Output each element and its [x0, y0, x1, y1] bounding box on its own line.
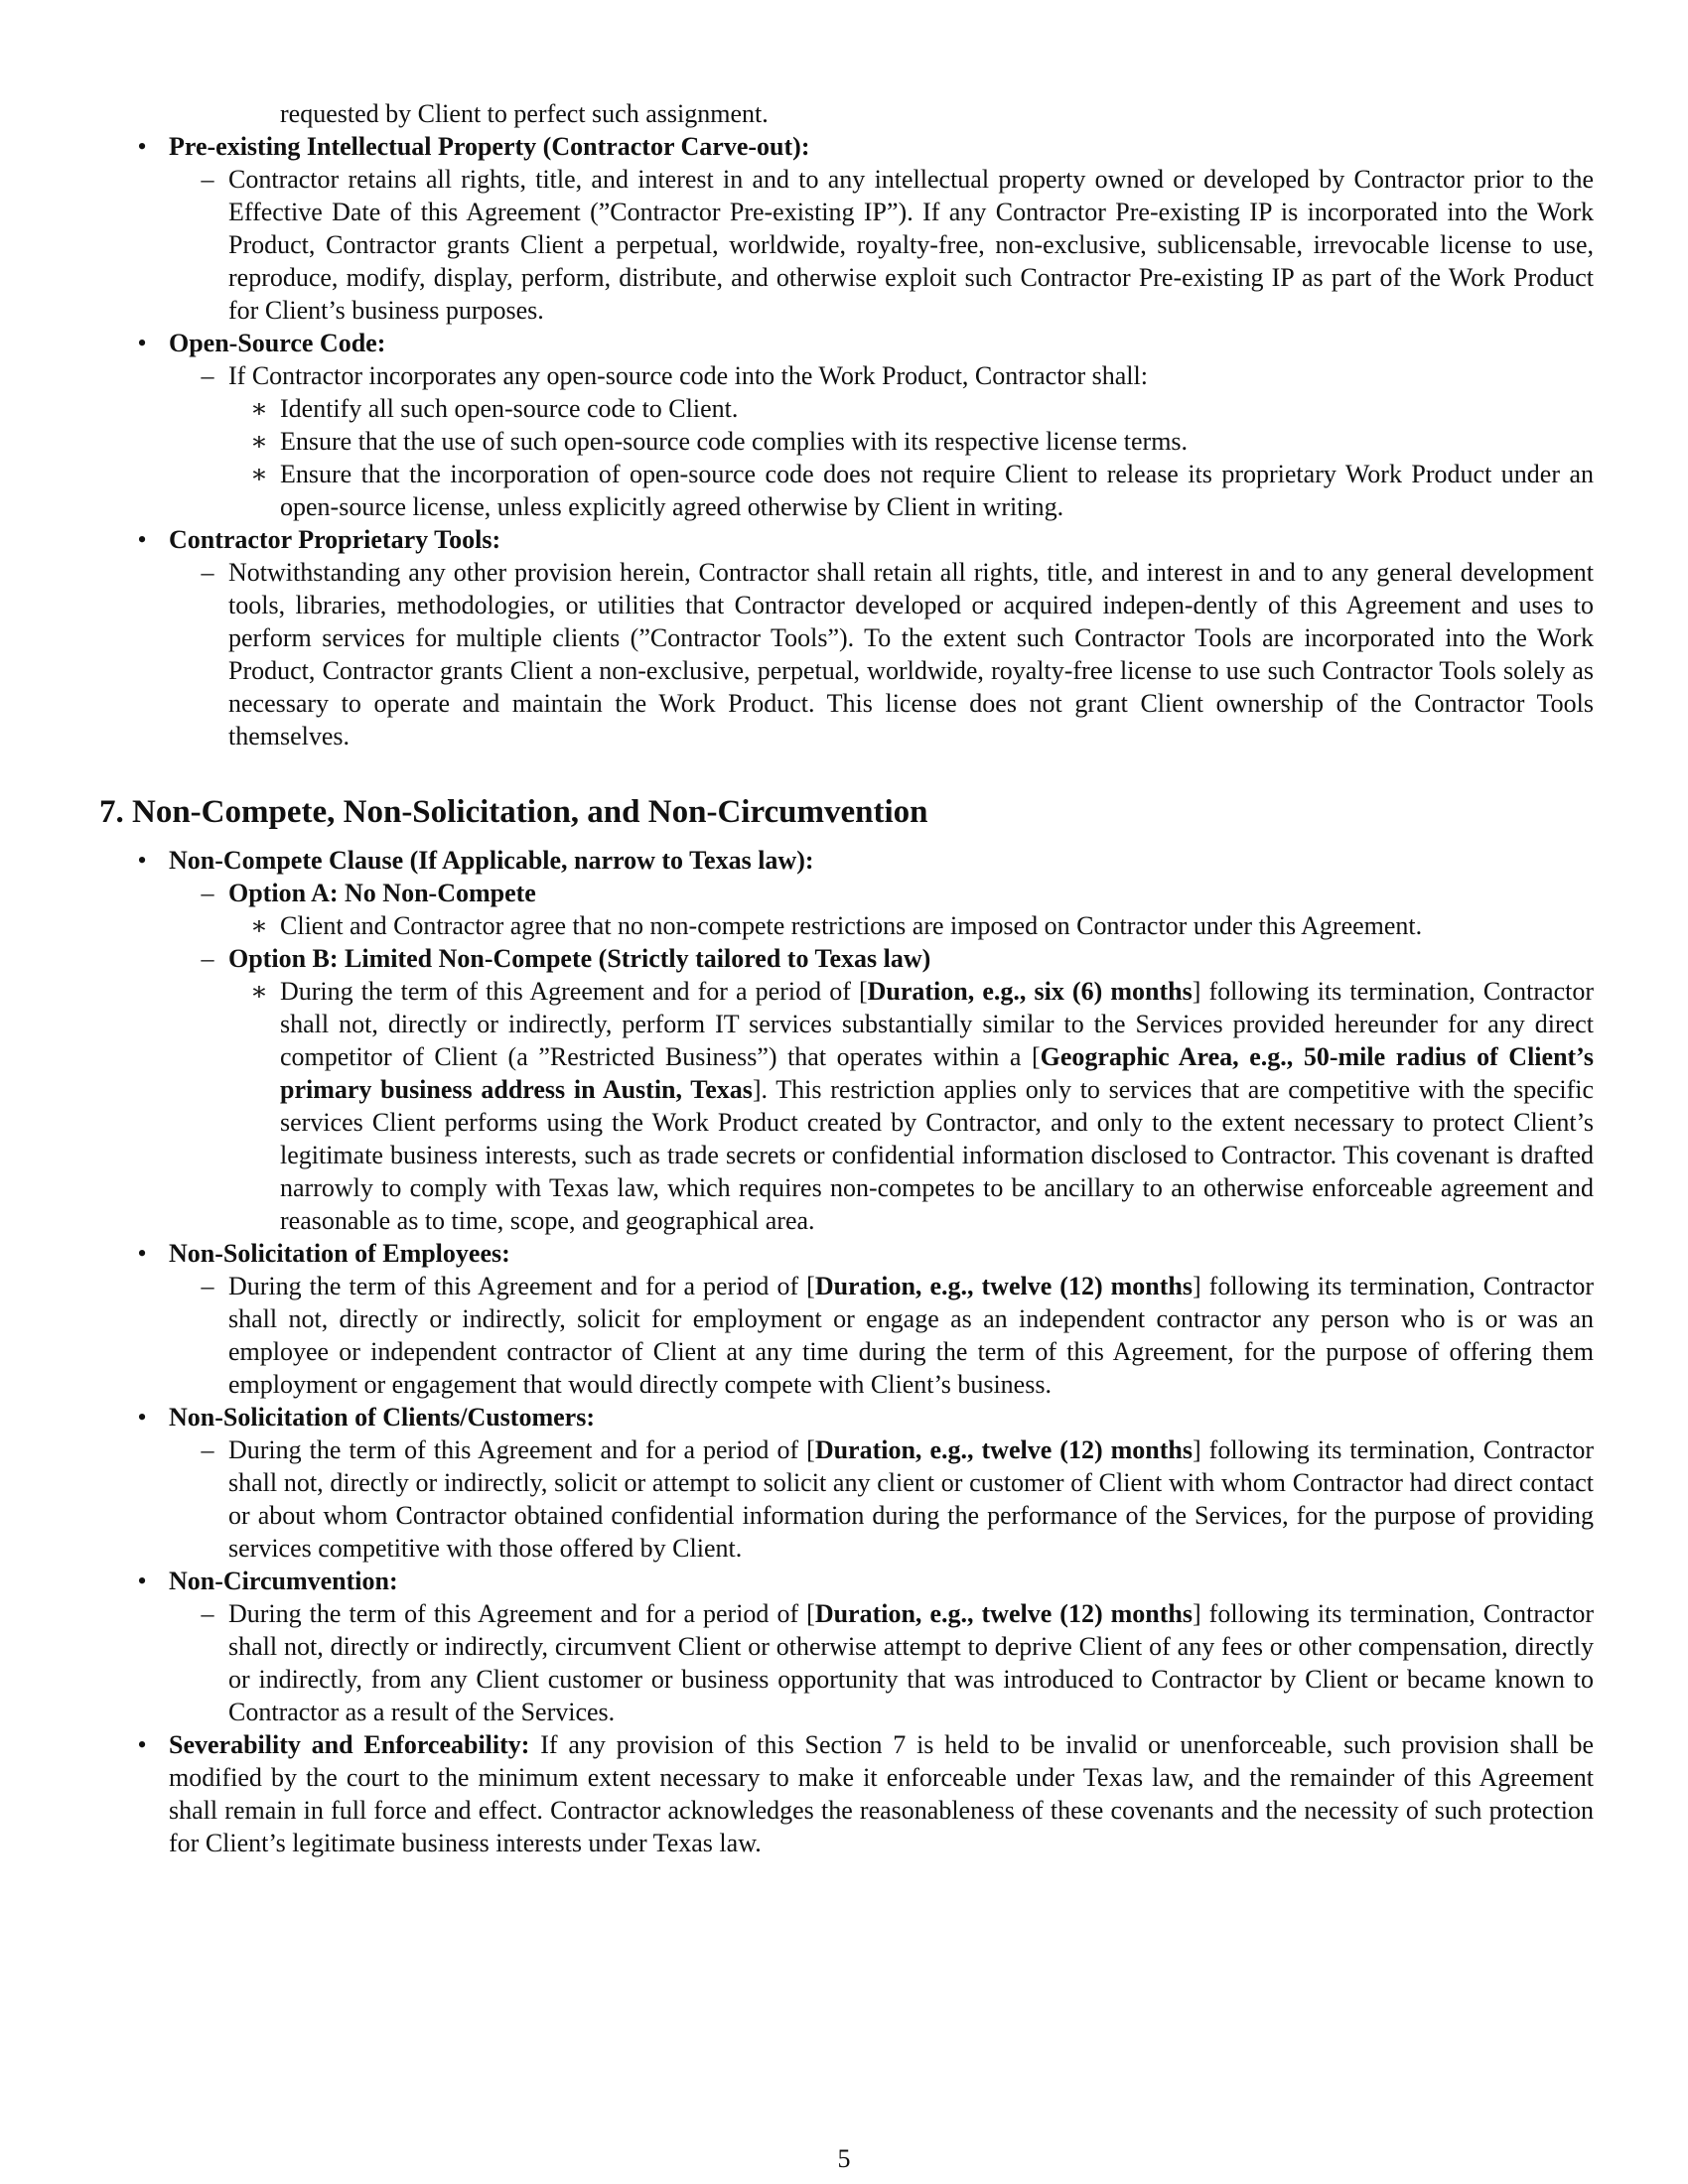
severability-text: If any provision of this Section 7 is held to be invalid or unenforceable, such provision shall be modified by the court to the minimum extent necessary to make it enforceable under Texas law, and the remainder of this Agreement shall remain in full force and effect. Contractor acknowledges the reasonableness of these covenants and the necessity of such protection for Client’s legitimate business interests under Texas law. [169, 1730, 1594, 1857]
bullet-marker: • [137, 1239, 147, 1268]
page-number: 5 [837, 2144, 851, 2173]
duration-placeholder: Duration, e.g., twelve (12) months [814, 1599, 1193, 1628]
duration-placeholder: Duration, e.g., twelve (12) months [814, 1272, 1193, 1300]
dash-marker: – [201, 1599, 214, 1628]
bullet-marker: • [137, 1730, 147, 1759]
open-source-item [99, 327, 1594, 359]
proprietary-tools-item [99, 523, 1594, 556]
star-marker: ∗ [250, 427, 268, 456]
preexisting-ip-item [99, 130, 1594, 163]
continuation-text: requested by Client to perfect such assignment. [280, 99, 769, 128]
non-solicitation-clients-item [99, 1401, 1594, 1433]
bullet-marker: • [137, 846, 147, 875]
open-source-subitem: ∗ Identify all such open-source code to Client. [99, 392, 1594, 425]
open-source-heading: Open-Source Code: [169, 329, 386, 357]
open-source-subitem: ∗ Ensure that the incorporation of open-source code does not require Client to release its proprietary Work Product under an open-source license, unless explicitly agreed otherwise by Client in writing. [99, 458, 1594, 523]
duration-placeholder: Duration, e.g., six (6) months [867, 977, 1193, 1006]
bullet-marker: • [137, 1567, 147, 1595]
proprietary-tools-heading: Contractor Proprietary Tools: [169, 525, 501, 554]
dash-marker: – [201, 361, 214, 390]
page-content [99, 97, 1594, 1859]
option-a-text-item [99, 909, 1594, 942]
option-a-item [99, 877, 1594, 909]
option-b-title: Option B: Limited Non-Compete (Strictly tailored to Texas law) [228, 944, 931, 973]
non-solicitation-clients-heading: Non-Solicitation of Clients/Customers: [169, 1403, 595, 1432]
preexisting-ip-heading: Pre-existing Intellectual Property (Contractor Carve-out): [169, 132, 810, 161]
non-solicitation-employees-text-item: – During the term of this Agreement and for a period of [Duration, e.g., twelve (12) months] following its termination, Contractor shall not, directly or indirectly, solicit for employment or engage as an independent contractor any person who is or was an employee or independent contractor of Client at any time during the term of this Agreement, for the purpose of offering them employment or engagement that would directly compete with Client’s business. [99, 1270, 1594, 1401]
non-compete-heading: Non-Compete Clause (If Applicable, narrow to Texas law): [169, 846, 814, 875]
dash-marker: – [201, 879, 214, 907]
bullet-marker: • [137, 525, 147, 554]
non-circumvention-text-item: – During the term of this Agreement and for a period of [Duration, e.g., twelve (12) months] following its termination, Contractor shall not, directly or indirectly, circumvent Client or otherwise attempt to deprive Client of any fees or other compensation, directly or indirectly, from any Client customer or business opportunity that was introduced to Contractor by Client or became known to Contractor as a result of the Services. [99, 1597, 1594, 1728]
duration-placeholder: Duration, e.g., twelve (12) months [814, 1435, 1193, 1464]
bullet-marker: • [137, 1403, 147, 1432]
severability-item [99, 1728, 1594, 1859]
preexisting-ip-text-item [99, 163, 1594, 327]
severability-heading: Severability and Enforceability: [169, 1730, 530, 1759]
star-marker: ∗ [250, 394, 268, 423]
dash-marker: – [201, 944, 214, 973]
open-source-subitem: ∗ Ensure that the use of such open-source code complies with its respective license terms. [99, 425, 1594, 458]
non-solicitation-employees-heading: Non-Solicitation of Employees: [169, 1239, 510, 1268]
non-solicitation-employees-item [99, 1237, 1594, 1270]
open-source-intro: If Contractor incorporates any open-source code into the Work Product, Contractor shall: [228, 361, 1148, 390]
star-marker: ∗ [250, 911, 268, 940]
geographic-area-placeholder: Geographic Area, e.g., 50-mile radius of Client’s primary business address in Austin, Texas [280, 1042, 1594, 1104]
proprietary-tools-text: Notwithstanding any other provision herein, Contractor shall retain all rights, title, and interest in and to any general development tools, libraries, methodologies, or utilities that Contractor developed or acquired indepen-dently of this Agreement and uses to perform services for multiple clients (”Contractor Tools”). To the extent such Contractor Tools are incorporated into the Work Product, Contractor grants Client a non-exclusive, perpetual, worldwide, royalty-free license to use such Contractor Tools solely as necessary to operate and maintain the Work Product. This license does not grant Client ownership of the Contractor Tools themselves. [228, 558, 1594, 751]
dash-marker: – [201, 558, 214, 587]
preexisting-ip-text: Contractor retains all rights, title, and interest in and to any intellectual property owned or developed by Contractor prior to the Effective Date of this Agreement (”Contractor Pre-existing IP”). If any Contractor Pre-existing IP is incorporated into the Work Product, Contractor grants Client a perpetual, worldwide, royalty-free, non-exclusive, sublicensable, irrevocable license to use, reproduce, modify, display, perform, distribute, and otherwise exploit such Contractor Pre-existing IP as part of the Work Product for Client’s business purposes. [228, 165, 1594, 325]
non-circumvention-item [99, 1565, 1594, 1597]
section-7-title: 7. Non-Compete, Non-Solicitation, and Non-Circumvention [99, 794, 928, 830]
dash-marker: – [201, 165, 214, 194]
star-marker: ∗ [250, 977, 268, 1006]
non-solicitation-clients-text-item: – During the term of this Agreement and for a period of [Duration, e.g., twelve (12) months] following its termination, Contractor shall not, directly or indirectly, solicit or attempt to solicit any client or customer of Client with whom Contractor had direct contact or about whom Contractor obtained confidential information during the performance of the Services, for the purpose of providing services competitive with those offered by Client. [99, 1433, 1594, 1565]
option-b-text-item: ∗ During the term of this Agreement and for a period of [Duration, e.g., six (6) months] following its termination, Contractor shall not, directly or indirectly, perform IT services substantially similar to the Services provided hereunder for any direct competitor of Client (a ”Restricted Business”) that operates within a [Geographic Area, e.g., 50-mile radius of Client’s primary business address in Austin, Texas]. This restriction applies only to services that are competitive with the specific services Client performs using the Work Product created by Contractor, and only to the extent necessary to protect Client’s legitimate business interests, such as trade secrets or confidential information disclosed to Contractor. This covenant is drafted narrowly to comply with Texas law, which requires non-competes to be ancillary to an otherwise enforceable agreement and reasonable as to time, scope, and geographical area. [99, 975, 1594, 1237]
non-circumvention-heading: Non-Circumvention: [169, 1567, 398, 1595]
open-source-intro-item [99, 359, 1594, 392]
star-marker: ∗ [250, 460, 268, 488]
option-a-title: Option A: No Non-Compete [228, 879, 536, 907]
option-b-item [99, 942, 1594, 975]
bullet-marker: • [137, 132, 147, 161]
non-compete-item [99, 844, 1594, 877]
proprietary-tools-text-item [99, 556, 1594, 752]
bullet-marker: • [137, 329, 147, 357]
dash-marker: – [201, 1272, 214, 1300]
dash-marker: – [201, 1435, 214, 1464]
option-a-text: Client and Contractor agree that no non-compete restrictions are imposed on Contractor under this Agreement. [280, 911, 1423, 940]
